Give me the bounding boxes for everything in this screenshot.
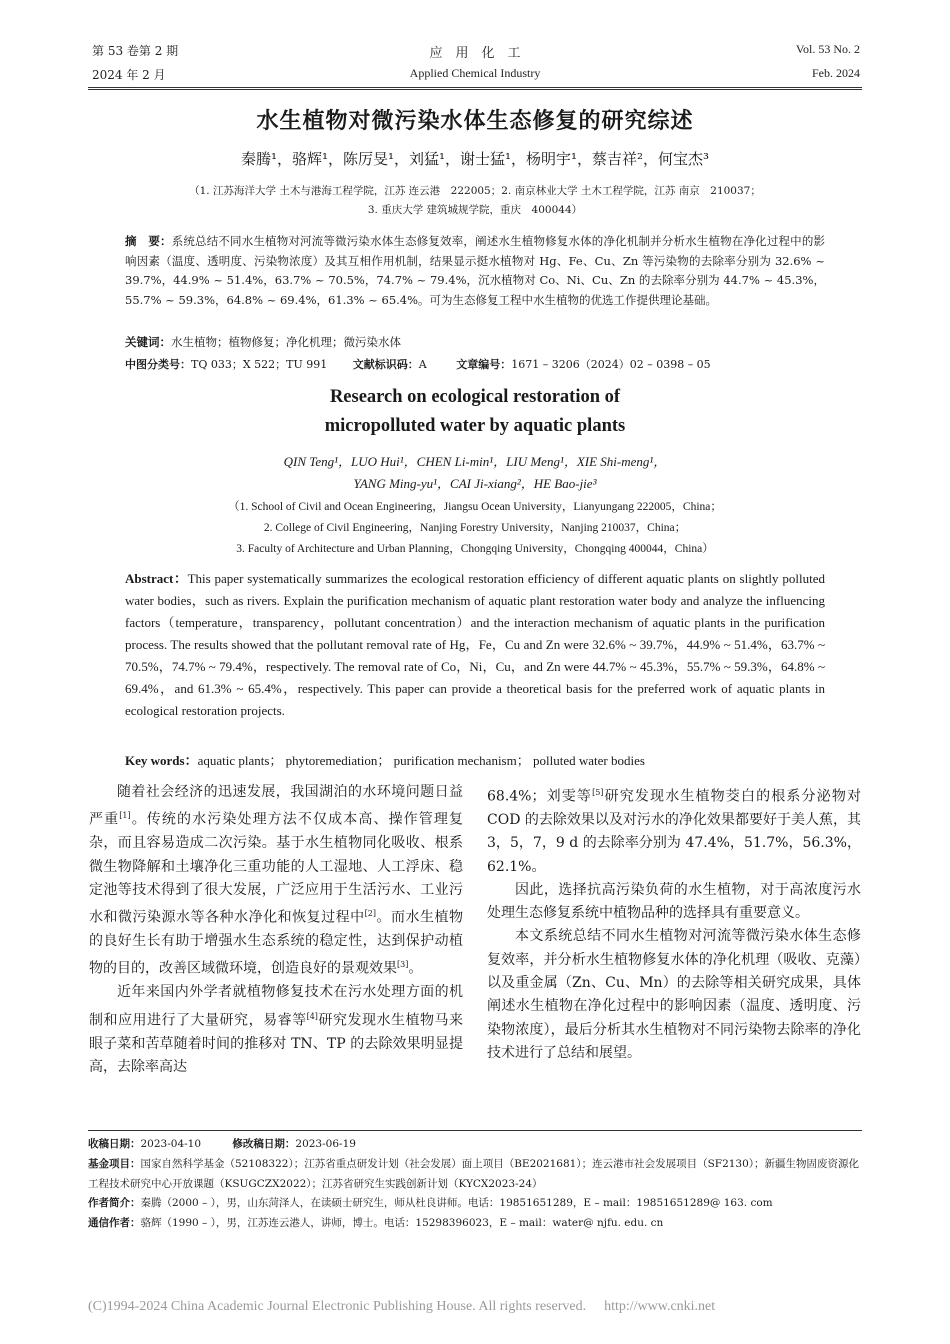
keywords-en-text: aquatic plants； phytoremediation； purification mechanism； polluted water bodies <box>197 753 645 768</box>
journal-name-en: Applied Chemical Industry <box>409 66 541 80</box>
funding: 基金项目：国家自然科学基金（52108322）；江苏省重点研发计划（社会发展）面上项目（BE2021681）；连云港市社会发展项目（SF2130）；新疆生物固废资源化工程技术研究中心开放课题（KSUGCZX2022）；江苏省研究生实践创新计划（KYCX2023-24） <box>88 1157 860 1190</box>
body-column-left <box>89 781 463 1079</box>
classification-line <box>125 356 711 372</box>
abstract-en-text: This paper systematically summarizes the ecological restoration efficiency of different aquatic plants on slightly polluted water bodies，such as rivers. Explain the purification mechanism of aquatic plant restoration water body and analyze the influencing factors（temperature，transparency，pollutant concentration）and the interaction mechanism of aquatic plants in the purification process. The results showed that the pollutant removal rate of Hg，Fe，Cu and Zn were 32.6% ~ 39.7%，44.9% ~ 51.4%，63.7% ~ 70.5%，74.7% ~ 79.4%，respectively. The removal rate of Co，Ni，Cu，and Zn were 44.7% ~ 45.3%，55.7% ~ 59.3%，64.8% ~ 69.4%，and 61.3% ~ 65.4%，respectively. This paper can provide a theoretical basis for the preferred work of aquatic plants in ecological restoration projects. <box>125 571 825 718</box>
affiliation-en-2: 2. College of Civil Engineering，Nanjing Forestry University，Nanjing 210037，China； <box>263 522 687 534</box>
citation-4: [4] <box>306 1011 318 1021</box>
cnki-url: http://www.cnki.net <box>604 1299 716 1314</box>
corresponding-author: 通信作者：骆辉（1990 – ），男，江苏连云港人，讲师，博士。电话：15298396023，E – mail：water@ njfu. edu. cn <box>88 1217 664 1230</box>
doc-code-label: 文献标识码： <box>352 358 419 371</box>
keywords-cn-label: 关键词： <box>125 335 171 349</box>
affiliation-en-1: （1. School of Civil and Ocean Engineering，Jiangsu Ocean University，Lianyungang 222005，China； <box>228 501 722 513</box>
received-dates: 收稿日期：2023-04-10 修改稿日期：2023-06-19 <box>88 1138 356 1150</box>
affiliation-cn-1: （1. 江苏海洋大学 土木与港海工程学院，江苏 连云港 222005；2. 南京林业大学 土木工程学院，江苏 南京 210037； <box>189 185 761 197</box>
article-title-cn: 水生植物对微污染水体生态修复的研究综述 <box>256 109 694 134</box>
keywords-en <box>125 750 825 772</box>
paragraph: 随着社会经济的迅速发展，我国湖泊的水环境问题日益严重[1]。传统的水污染处理方法不仅成本高、操作管理复杂，而且容易造成二次污染。基于水生植物同化吸收、根系微生物降解和土壤净化三重功能的人工湿地、人工浮床、稳定池等技术得到了很大发展，广泛应用于生活污水、工业污水和微污染源水等各种水净化和恢复过程中[2]。而水生植物的良好生长有助于增强水生态系统的稳定性，达到保护动植物的目的，改善区域微环境，创造良好的景观效果[3]。 <box>89 784 464 978</box>
authors-en-1: QIN Teng¹，LUO Hui¹，CHEN Li-min¹，LIU Meng¹，XIE Shi-meng¹， <box>283 454 667 469</box>
clc-label: 中图分类号： <box>125 358 191 371</box>
abstract-en <box>125 568 825 722</box>
citation-2: [2] <box>364 909 376 919</box>
paragraph: 本文系统总结不同水生植物对河流等微污染水体生态修复效率，并分析水生植物修复水体的净化机理（吸收、克藻）以及重金属（Zn、Cu、Mn）的去除等相关研究成果，具体阐述水生植物在净化过程中的影响因素（温度、透明度、污染物浓度），最后分析其水生植物对不同污染物去除率的净化技术进行了总结和展望。 <box>487 928 861 1061</box>
affiliation-en-3: 3. Faculty of Architecture and Urban Planning，Chongqing University，Chongqing 400044，China） <box>236 543 714 555</box>
abstract-cn <box>125 232 825 310</box>
abstract-cn-text: 系统总结不同水生植物对河流等微污染水体生态修复效率，阐述水生植物修复水体的净化机制并分析水生植物在净化过程中的影响因素（温度、透明度、污染物浓度）及其互相作用机制，结果显示挺水植物对 Hg、Fe、Cu、Zn 等污染物的去除率分别为 32.6% ~ 39.7%，44.9% ~ 51.4%，63.7% ~ 70.5%，74.7% ~ 79.4%，沉水植物对 Co、Ni、Cu、Zn 的去除率分别为 44.7% ~ 45.3%，55.7% ~ 59.3%，64.8% ~ 69.4%，61.3% ~ 65.4%。可为生态修复工程中水生植物的优选工作提供理论基础。 <box>125 234 826 307</box>
footnotes <box>88 1135 862 1234</box>
authors-en-2: YANG Ming-yu¹，CAI Ji-xiang²，HE Bao-jie³ <box>353 476 597 491</box>
affiliation-cn-2: 3. 重庆大学 建筑城规学院，重庆 400044） <box>367 204 583 216</box>
keywords-en-label: Key words： <box>125 753 198 768</box>
body-column-right <box>487 781 861 1065</box>
author-bio: 作者简介：秦腾（2000 – ），男，山东菏泽人，在读硕士研究生，师从杜良讲师。电话：19851651289，E – mail：19851651289@ 163. com <box>88 1197 773 1210</box>
doc-code-value: A <box>418 358 427 371</box>
authors-cn: 秦腾¹，骆辉¹，陈厉旻¹，刘猛¹，谢士猛¹，杨明宇¹，蔡吉祥²，何宝杰³ <box>240 150 710 168</box>
volume-issue-cn: 第 53 卷第 2 期 <box>92 44 179 58</box>
keywords-cn <box>125 333 825 353</box>
date-en: Feb. 2024 <box>812 66 860 80</box>
citation-5: [5] <box>592 788 604 797</box>
date-cn: 2024 年 2 月 <box>92 68 166 82</box>
header-rule-2 <box>88 89 862 90</box>
article-title-en-2: micropolluted water by aquatic plants <box>324 416 626 436</box>
clc-value: TQ 033；X 522；TU 991 <box>191 358 328 371</box>
article-no-label: 文章编号： <box>456 358 512 371</box>
abstract-en-label: Abstract： <box>125 571 188 586</box>
paragraph: 因此，选择抗高污染负荷的水生植物，对于高浓度污水处理生态修复系统中植物品种的选择具有重要意义。 <box>487 881 861 922</box>
article-title-en-1: Research on ecological restoration of <box>329 387 621 407</box>
abstract-cn-label: 摘 要： <box>125 234 172 248</box>
journal-name-cn: 应 用 化 工 <box>429 46 521 61</box>
citation-1: [1] <box>119 811 131 821</box>
paragraph: 近年来国内外学者就植物修复技术在污水处理方面的机制和应用进行了大量研究，易睿等[4]研究发现水生植物马来眼子菜和苦草随着时间的推移对 TN、TP 的去除效果明显提高，去除率高达 <box>89 984 463 1075</box>
volume-issue-en: Vol. 53 No. 2 <box>795 42 860 56</box>
footnote-rule <box>88 1130 862 1131</box>
article-no-value: 1671 – 3206（2024）02 – 0398 – 05 <box>511 358 711 371</box>
citation-3: [3] <box>397 960 409 970</box>
header-rule <box>88 87 862 88</box>
copyright-footer <box>88 1299 715 1315</box>
copyright-text: (C)1994-2024 China Academic Journal Electronic Publishing House. All rights reserved. <box>88 1299 587 1314</box>
paragraph: 68.4%；刘雯等[5]研究发现水生植物茭白的根系分泌物对 COD 的去除效果以及对污水的净化效果都要好于美人蕉，其 3，5，7，9 d 的去除率分别为 47.4%，51.7%，56.3%，62.1%。 <box>487 788 862 875</box>
keywords-cn-text: 水生植物；植物修复；净化机理；微污染水体 <box>171 335 401 349</box>
